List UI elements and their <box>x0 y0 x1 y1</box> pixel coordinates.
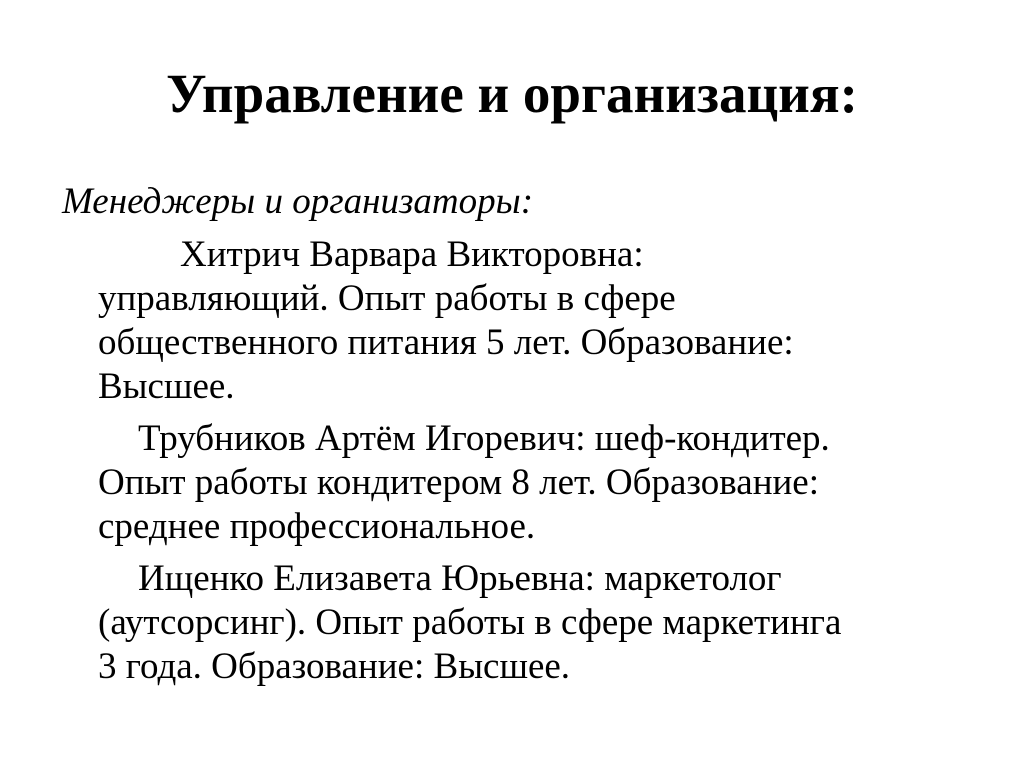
paragraph-line: Хитрич Варвара Викторовна: <box>180 234 644 275</box>
paragraph-line: среднее профессиональное. <box>98 506 536 547</box>
team-member-paragraph <box>98 557 998 689</box>
paragraph-line: (аутсорсинг). Опыт работы в сфере маркетинга <box>98 602 842 643</box>
paragraph-line: Трубников Артём Игоревич: шеф-кондитер. <box>138 418 830 459</box>
team-member-paragraph <box>98 417 998 549</box>
paragraph-line: Высшее. <box>98 366 235 407</box>
team-list <box>98 233 998 689</box>
slide-title: Управление и организация: <box>166 63 858 124</box>
team-member-paragraph <box>98 233 998 409</box>
section-subtitle: Менеджеры и организаторы: <box>62 181 534 222</box>
paragraph-line: 3 года. Образование: Высшее. <box>98 646 571 687</box>
paragraph-line: Опыт работы кондитером 8 лет. Образование: <box>98 462 820 503</box>
paragraph-line: управляющий. Опыт работы в сфере <box>98 278 676 319</box>
paragraph-line: Ищенко Елизавета Юрьевна: маркетолог <box>138 558 782 599</box>
paragraph-line: общественного питания 5 лет. Образование: <box>98 322 794 363</box>
